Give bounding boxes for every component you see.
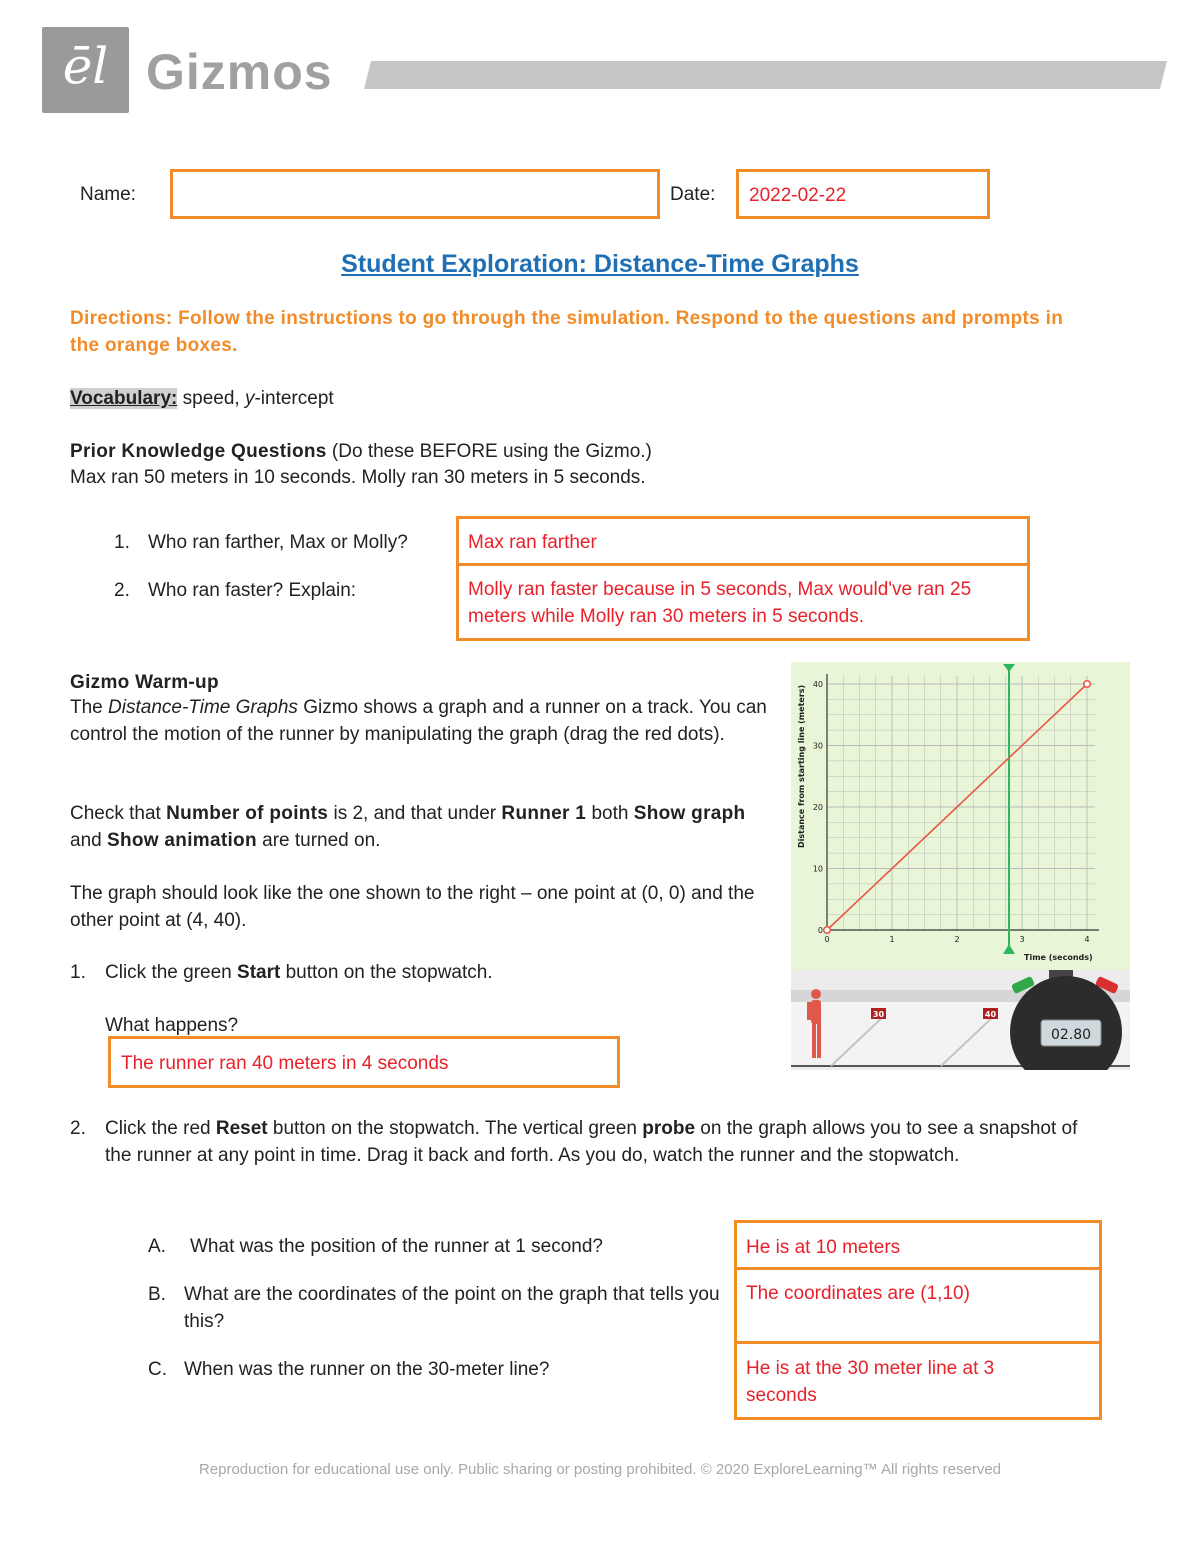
subq-c-answer: He is at the 30 meter line at 3 seconds (746, 1358, 995, 1406)
footer: Reproduction for educational use only. Public sharing or posting prohibited. © 2020 ExploreLearning™ All rights reserved (198, 1461, 1002, 1478)
page-title: Student Exploration: Distance-Time Graphs (341, 250, 859, 278)
stopwatch[interactable] (1010, 970, 1122, 1070)
subq-b-answer-box[interactable] (734, 1268, 1102, 1344)
text: Click the red (105, 1118, 216, 1139)
bold: Reset (215, 1118, 268, 1139)
gizmo-screenshot (791, 662, 1130, 1070)
warmup-p1 (70, 694, 775, 748)
vocabulary-text: speed, (177, 388, 245, 409)
subq-c-letter: C. (148, 1359, 167, 1380)
y-tick-label: 20 (812, 803, 823, 812)
marker-label: 30 (872, 1010, 885, 1019)
vocabulary (70, 385, 334, 412)
bold: Show animation (106, 830, 257, 851)
x-tick-label: 3 (1019, 935, 1025, 944)
prior-q2-number: 2. (114, 580, 130, 601)
text: and (70, 830, 107, 851)
warmup-q1-number: 1. (70, 962, 86, 983)
prior-q1: Who ran farther, Max or Molly? (148, 532, 408, 553)
prior-a1: Max ran farther (468, 532, 597, 553)
warmup-q1-answer-box[interactable] (108, 1036, 620, 1088)
subq-b: What are the coordinates of the point on the graph that tells you this? (184, 1284, 720, 1332)
name-field[interactable] (170, 169, 660, 219)
bold: Runner 1 (501, 803, 587, 824)
y-tick-label: 40 (812, 680, 823, 689)
x-tick-label: 4 (1084, 935, 1090, 944)
text: button on the stopwatch. The vertical green (267, 1118, 643, 1139)
y-tick-label: 10 (812, 864, 823, 874)
bold: probe (642, 1118, 696, 1139)
prior-q1-number: 1. (114, 532, 130, 553)
subq-a-answer: He is at 10 meters (746, 1237, 901, 1258)
vocabulary-label: Vocabulary: (70, 388, 178, 409)
bold: Show graph (633, 803, 746, 824)
warmup-q2-number: 2. (70, 1118, 86, 1139)
subq-c-answer-box[interactable] (734, 1342, 1102, 1420)
warmup-q2 (105, 1115, 1105, 1169)
subq-a-letter: A. (148, 1236, 166, 1257)
text: is 2, and that under (328, 803, 502, 824)
x-tick-label: 0 (824, 935, 830, 944)
distance-marker-40 (983, 1008, 998, 1019)
prior-heading-text: Prior Knowledge Questions (70, 441, 327, 462)
warmup-heading-text: Gizmo Warm-up (70, 672, 219, 693)
x-tick-label: 1 (889, 935, 895, 944)
prior-a2-box[interactable] (456, 565, 1030, 641)
date-value: 2022-02-22 (749, 185, 847, 206)
text: Gizmo shows a graph and a runner on a track. You can control the motion of the runner by manipulating the graph (drag the red dots). (70, 697, 767, 745)
graph-background (791, 662, 1130, 970)
warmup-q1-sub: What happens? (105, 1015, 239, 1036)
marker-label: 40 (984, 1010, 997, 1019)
graph-point[interactable] (1084, 681, 1091, 688)
warmup-q1 (105, 959, 493, 986)
gizmo-name: Distance-Time Graphs (108, 697, 298, 718)
text: The (70, 697, 109, 718)
subq-a: What was the position of the runner at 1 second? (190, 1236, 603, 1257)
warmup-p2 (70, 800, 775, 854)
text: Click the green (105, 962, 238, 983)
date-label: Date: (670, 184, 716, 205)
y-tick-label: 30 (812, 741, 823, 751)
graph-point[interactable] (824, 927, 831, 934)
warmup-q1-answer: The runner ran 40 meters in 4 seconds (121, 1053, 449, 1074)
subq-c: When was the runner on the 30-meter line? (184, 1359, 550, 1380)
brand-name: Gizmos (146, 44, 333, 100)
subq-a-answer-box[interactable] (734, 1220, 1102, 1270)
text: on the graph allows you to see a snapshot of the runner at any point in time. Drag it back and forth. As you do, watch the runner and the stopwatch. (105, 1118, 1078, 1166)
prior-a1-box[interactable] (456, 516, 1030, 566)
prior-q2: Who ran faster? Explain: (148, 580, 357, 601)
date-field[interactable] (736, 169, 990, 219)
logo-icon: ēl (62, 37, 109, 95)
stopwatch-time: 02.80 (1050, 1027, 1092, 1043)
bold: Number of points (166, 803, 329, 824)
directions: Directions: Follow the instructions to go through the simulation. Respond to the questions and prompts in the orange boxes. (70, 308, 1064, 356)
prior-heading (70, 438, 652, 465)
prior-intro: Max ran 50 meters in 10 seconds. Molly ran 30 meters in 5 seconds. (70, 467, 646, 488)
text: are turned on. (256, 830, 381, 851)
text: both (586, 803, 634, 824)
text: Check that (70, 803, 167, 824)
subq-b-answer: The coordinates are (1,10) (746, 1283, 970, 1304)
vocabulary-y: y (244, 388, 255, 409)
x-tick-label: 2 (954, 935, 960, 944)
distance-marker-30 (871, 1008, 886, 1019)
bold: Start (237, 962, 281, 983)
text: button on the stopwatch. (280, 962, 493, 983)
prior-heading-note: (Do these BEFORE using the Gizmo.) (326, 441, 652, 462)
header-bar (364, 61, 1167, 89)
warmup-p3: The graph should look like the one shown to the right – one point at (0, 0) and the other point at (4, 40). (70, 883, 755, 931)
name-label: Name: (80, 184, 136, 205)
vocabulary-text-2: -intercept (254, 388, 334, 409)
prior-a2: Molly ran faster because in 5 seconds, Max would've ran 25 meters while Molly ran 30 meters in 5 seconds. (468, 579, 972, 627)
subq-b-letter: B. (148, 1284, 166, 1305)
graph-x-axis-label: Time (seconds) (1024, 953, 1093, 962)
graph-y-axis-label: Distance from starting line (meters) (797, 684, 806, 848)
warmup-heading (70, 669, 219, 696)
y-tick-label: 0 (817, 926, 823, 935)
